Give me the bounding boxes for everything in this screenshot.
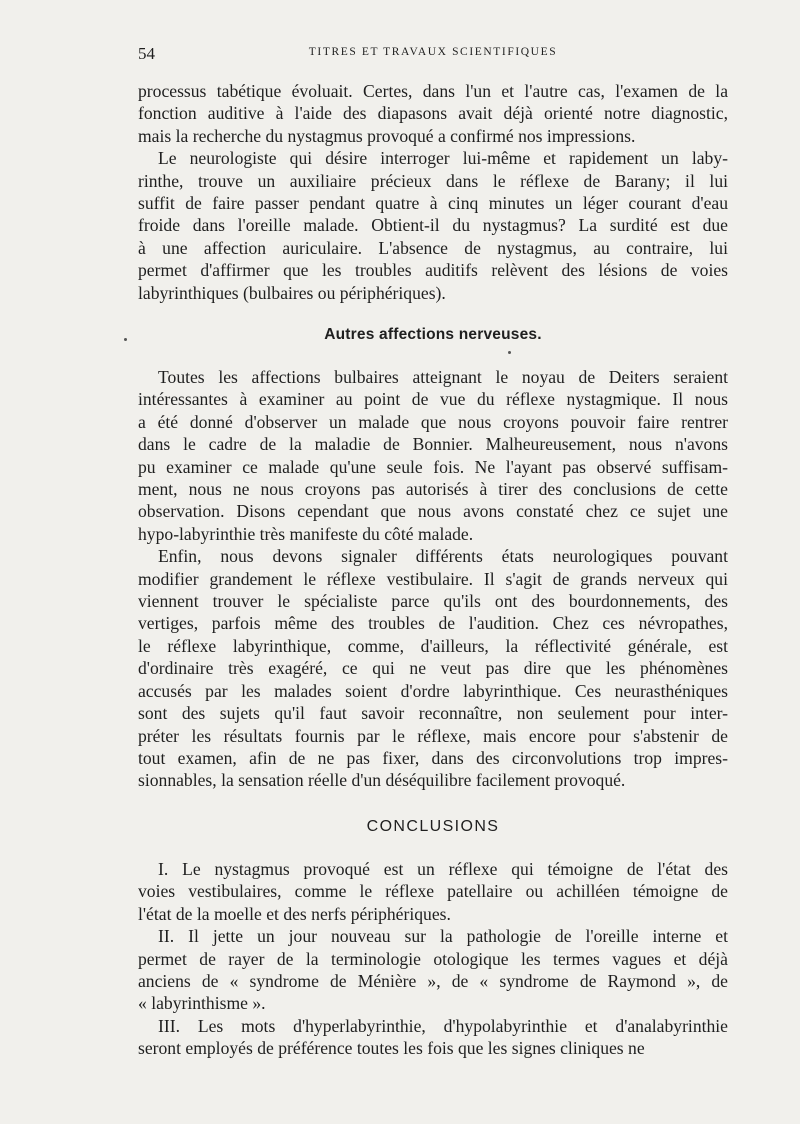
heading-conclusions: CONCLUSIONS	[366, 818, 500, 835]
text-line: sionnables, la sensation réelle d'un déséquilibre facilement provoqué.	[138, 770, 626, 791]
text-line: II. Il jette un jour nouveau sur la pathologie de l'oreille interne et	[158, 926, 728, 947]
text-line: mais la recherche du nystagmus provoqué a confirmé nos impressions.	[138, 125, 636, 146]
text-line: viennent trouver le spécialiste parce qu'ils ont des bourdonnements, des	[138, 591, 728, 612]
running-head	[138, 44, 728, 66]
text-line: Toutes les affections bulbaires atteignant le noyau de Deiters seraient	[158, 367, 728, 387]
text-line: le réflexe labyrinthique, comme, d'ailleurs, la réflectivité générale, est	[138, 635, 728, 656]
text-line: permet d'affirmer que les troubles auditifs relèvent des lésions de voies	[138, 260, 728, 281]
text-line: tout examen, afin de ne pas fixer, dans des circonvolutions trop impres-	[138, 747, 728, 768]
text-line: a été donné d'observer un malade que nous croyons pouvoir faire rentrer	[138, 411, 728, 432]
text-line: dans le cadre de la maladie de Bonnier. Malheureusement, nous n'avons	[138, 434, 728, 455]
text-line: III. Les mots d'hyperlabyrinthie, d'hypolabyrinthie et d'analabyrinthie	[158, 1015, 728, 1036]
text-line: anciens de « syndrome de Ménière », de « syndrome de Raymond », de	[138, 971, 728, 992]
print-speck	[124, 338, 127, 341]
text-line: à une affection auriculaire. L'absence de nystagmus, au contraire, lui	[138, 237, 728, 258]
text-line: processus tabétique évoluait. Certes, dans l'un et l'autre cas, l'examen de la	[138, 81, 728, 101]
paragraph	[138, 925, 728, 1015]
text-line: modifier grandement le réflexe vestibulaire. Il s'agit de grands nerveux qui	[138, 568, 728, 589]
text-line: intéressantes à examiner au point de vue du réflexe nystagmique. Il nous	[138, 389, 728, 410]
section-3-body	[138, 858, 728, 1060]
paragraph	[138, 147, 728, 304]
text-line: Le neurologiste qui désire interroger lui-même et rapidement un laby-	[158, 148, 728, 169]
page-number: 54	[138, 44, 155, 63]
text-line: d'ordinaire très exagéré, ce qui ne veut pas dire que les phénomènes	[138, 658, 728, 679]
section-2-body	[138, 366, 728, 792]
text-line: I. Le nystagmus provoqué est un réflexe qui témoigne de l'état des	[158, 859, 728, 879]
text-line: froide dans l'oreille malade. Obtient-il du nystagmus? La surdité est due	[138, 215, 728, 236]
text-line: préter les résultats fournis par le réflexe, mais encore pour s'abstenir de	[138, 725, 728, 746]
section-1-body	[138, 80, 728, 304]
text-line: seront employés de préférence toutes les fois que les signes cliniques ne	[138, 1038, 645, 1059]
text-line: fonction auditive à l'aide des diapasons avait déjà orienté notre diagnostic,	[138, 103, 728, 124]
text-line: suffit de faire passer pendant quatre à cinq minutes un léger courant d'eau	[138, 193, 728, 214]
text-line: vertiges, parfois même des troubles de l'audition. Chez ces névropathes,	[138, 613, 728, 634]
text-line: observation. Disons cependant que nous avons constaté chez ce sujet une	[138, 501, 728, 522]
paragraph	[138, 366, 728, 545]
running-title: TITRES ET TRAVAUX SCIENTIFIQUES	[308, 46, 558, 58]
paragraph	[138, 545, 728, 791]
paragraph	[138, 1015, 728, 1060]
text-line: Enfin, nous devons signaler différents états neurologiques pouvant	[158, 546, 728, 567]
text-line: voies vestibulaires, comme le réflexe patellaire ou achilléen témoigne de	[138, 881, 728, 902]
text-line: rinthe, trouve un auxiliaire précieux dans le réflexe de Barany; il lui	[138, 170, 728, 191]
heading-autres-affections: Autres affections nerveuses.	[324, 326, 542, 343]
text-line: accusés par les malades soient d'ordre labyrinthique. Ces neurasthéniques	[138, 680, 728, 701]
text-line: hypo-labyrinthie très manifeste du côté malade.	[138, 523, 474, 544]
text-line: pu examiner ce malade qu'une seule fois. Ne l'ayant pas observé suffisam-	[138, 456, 728, 477]
text-line: permet de rayer de la terminologie otologique les termes vagues et déjà	[138, 948, 728, 969]
text-line: l'état de la moelle et des nerfs périphériques.	[138, 903, 451, 924]
text-line: sont des sujets qu'il faut savoir reconnaître, non seulement pour inter-	[138, 703, 728, 724]
paragraph	[138, 80, 728, 147]
text-line: ment, nous ne nous croyons pas autorisés à tirer des conclusions de cette	[138, 479, 728, 500]
print-speck	[508, 351, 511, 354]
text-line: labyrinthiques (bulbaires ou périphériques).	[138, 282, 446, 303]
text-line: « labyrinthisme ».	[138, 993, 266, 1014]
paragraph	[138, 858, 728, 925]
